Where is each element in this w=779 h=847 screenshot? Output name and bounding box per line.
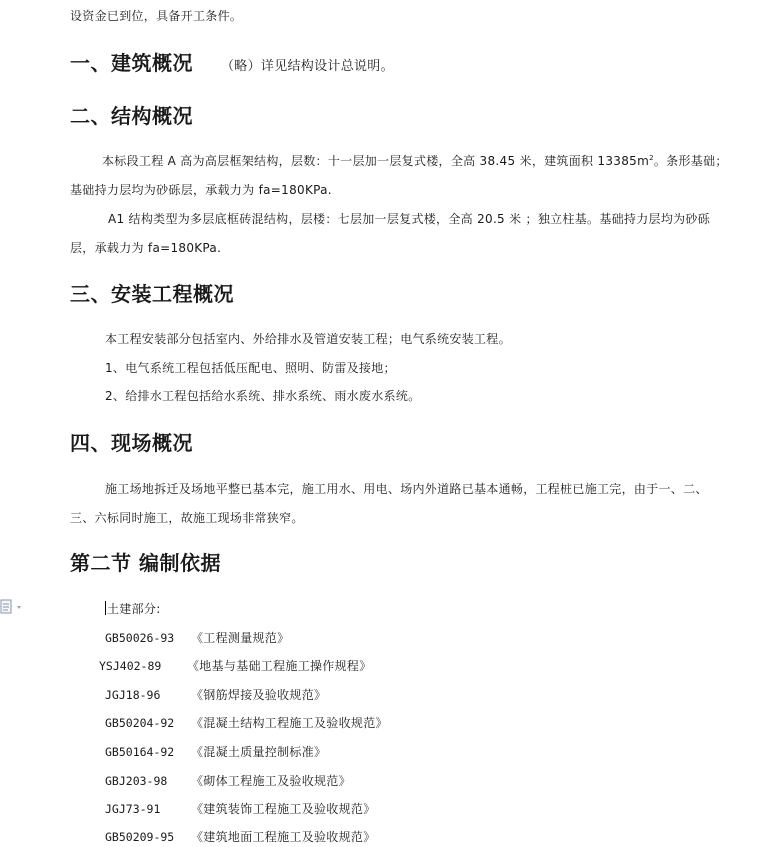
reference-title: 《钢筋焊接及验收规范》	[191, 688, 327, 702]
reference-row	[99, 658, 499, 674]
site-line-1: 施工场地拆迁及场地平整已基本完，施工用水、用电、场内外道路已基本通畅，工程桩已施工完，由于一、二、	[105, 482, 708, 496]
section-heading-structure: 二、结构概况	[70, 104, 193, 128]
reference-row	[105, 773, 505, 789]
reference-title: 《砌体工程施工及验收规范》	[191, 774, 351, 788]
structure-paragraph-1-line-2: 基础持力层均为砂砾层，承载力为 fa=180KPa.	[70, 183, 332, 197]
structure-paragraph-1-line-1	[102, 153, 728, 169]
reference-row	[105, 630, 505, 646]
section-title: 一、建筑概况	[70, 51, 193, 75]
reference-row	[105, 744, 505, 760]
subhead-civil	[105, 601, 161, 617]
reference-title: 《工程测量规范》	[191, 631, 290, 645]
site-line-2: 三、六标同时施工，故施工现场非常狭窄。	[70, 511, 304, 525]
reference-title: 《混凝土结构工程施工及验收规范》	[191, 716, 388, 730]
reference-code: GBJ203-98	[105, 774, 168, 788]
installation-line-3: 2、给排水工程包括给水系统、排水系统、雨水废水系统。	[105, 389, 421, 403]
text-run: 。条形基础；	[653, 154, 728, 168]
section-heading-basis: 第二节 编制依据	[70, 551, 221, 575]
text-cursor	[105, 601, 106, 615]
reference-code: GB50209-95	[105, 830, 175, 844]
section-heading-architecture	[70, 50, 394, 80]
reference-title: 《建筑地面工程施工及验收规范》	[191, 830, 376, 844]
section-note: （略）详见结构设计总说明。	[221, 59, 394, 74]
reference-code: JGJ18-96	[105, 688, 161, 702]
structure-paragraph-2-line-2: 层，承载力为 fa=180KPa.	[70, 241, 222, 255]
reference-row	[105, 687, 505, 703]
reference-code: JGJ73-91	[105, 802, 161, 816]
intro-fragment: 设资金已到位，具备开工条件。	[70, 9, 243, 23]
document-options-icon[interactable]	[0, 598, 24, 616]
reference-code: GB50204-92	[105, 716, 175, 730]
reference-title: 《建筑装饰工程施工及验收规范》	[191, 802, 376, 816]
text-run: 本标段工程 A 高为高层框架结构，层数：十一层加一层复式楼，全高 38.45 米，建筑面积 13385m	[102, 154, 650, 168]
structure-paragraph-2-line-1: A1 结构类型为多层底框砖混结构，层楼：七层加一层复式楼，全高 20.5 米 ；独立柱基。基础持力层均为砂砾	[108, 212, 711, 226]
installation-line-1: 本工程安装部分包括室内、外给排水及管道安装工程；电气系统安装工程。	[105, 332, 511, 346]
section-heading-site: 四、现场概况	[70, 431, 193, 455]
reference-code: GB50164-92	[105, 745, 175, 759]
reference-title: 《混凝土质量控制标准》	[191, 745, 327, 759]
installation-line-2: 1、电气系统工程包括低压配电、照明、防雷及接地；	[105, 361, 396, 375]
superscript: 2	[649, 154, 654, 162]
reference-code: GB50026-93	[105, 631, 175, 645]
reference-title: 《地基与基础工程施工操作规程》	[187, 659, 372, 673]
subhead-label: 土建部分:	[107, 602, 161, 616]
section-heading-installation: 三、安装工程概况	[70, 282, 234, 306]
reference-row	[105, 715, 505, 731]
reference-code: YSJ402-89	[99, 659, 162, 673]
reference-row	[105, 829, 505, 845]
reference-row	[105, 801, 505, 817]
